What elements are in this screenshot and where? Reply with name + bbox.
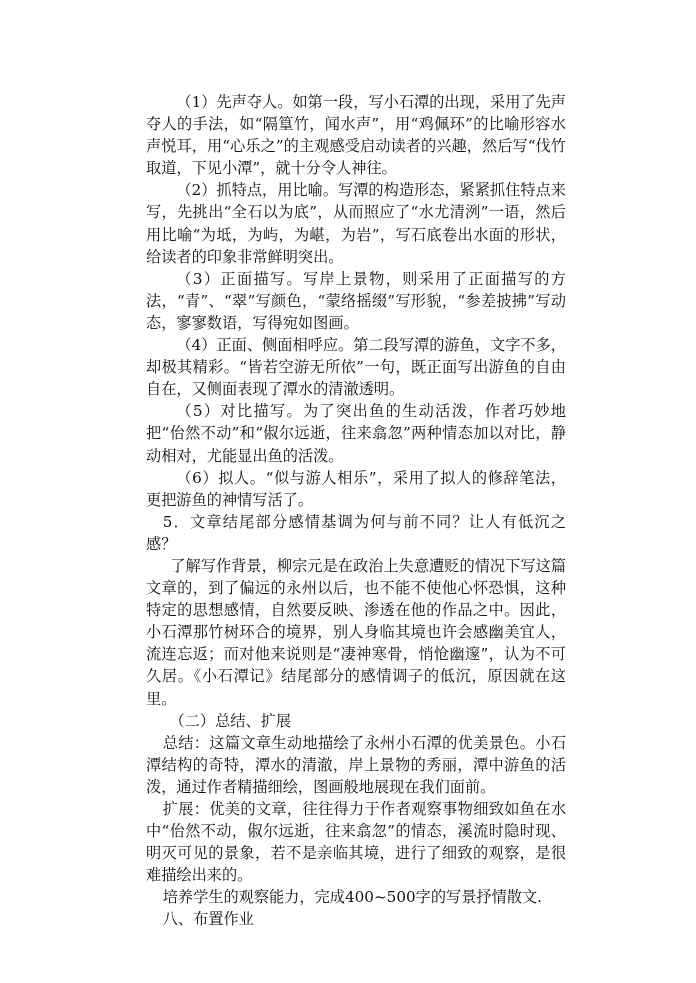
homework-heading: 八、布置作业 bbox=[162, 910, 254, 929]
technique-3-paragraph: （3）正面描写。写岸上景物，则采用了正面描写的方法，“青”、“翠”写颜色，“蒙络摇缀”写形貌，“参差披拂”写动态，寥寥数语，写得宛如图画。 bbox=[146, 269, 566, 332]
section-heading-summary: （二）总结、扩展 bbox=[169, 711, 292, 730]
background-paragraph: 了解写作背景，柳宗元是在政治上失意遭贬的情况下写这篇文章的，到了偏远的永州以后，也不能不使他心怀恐惧，这种特定的思想感情，自然要反映、渗透在他的作品之中。因此，小石潭那竹树环合的境界，别人身临其境也许会感幽美宜人，流连忘返；而对他来说则是“凄神寒骨，悄怆幽邃”，认为不可久居。《小石潭记》结尾部分的感情调子的低沉，原因就在这里。 bbox=[146, 556, 566, 708]
document-body bbox=[146, 91, 566, 931]
extension-paragraph: 扩展：优美的文章，往往得力于作者观察事物细致如鱼在水中“佁然不动，俶尔远逝，往来翕忽”的情态，溪流时隐时现、明灭可见的景象，若不是亲临其境，进行了细致的观察，是很难描绘出来的。 bbox=[146, 800, 566, 885]
summary-paragraph: 总结：这篇文章生动地描绘了永州小石潭的优美景色。小石潭结构的奇特，潭水的清澈，岸上景物的秀丽，潭中游鱼的活泼，通过作者精描细绘，图画般地展现在我们面前。 bbox=[146, 733, 566, 796]
question-5-paragraph: 5．文章结尾部分感情基调为何与前不同？让人有低沉之感？ bbox=[146, 512, 566, 553]
observation-task-paragraph: 培养学生的观察能力，完成400~500字的写景抒情散文. bbox=[162, 888, 542, 907]
technique-2-paragraph: （2）抓特点，用比喻。写潭的构造形态，紧紧抓住特点来写，先挑出“全石以为底”，从而照应了“水尤清洌”一语，然后用比喻“为坻，为屿，为嵁，为岩”，写石底卷出水面的形状，给读者的印象非常鲜明突出。 bbox=[146, 181, 566, 266]
technique-1-paragraph: （1）先声夺人。如第一段，写小石潭的出现，采用了先声夺人的手法，如“隔篁竹，闻水声”，用“鸡佩环”的比喻形容水声悦耳，用“心乐之”的主观感受启动读者的兴趣，然后写“伐竹取道，下见小潭”，就十分令人神往。 bbox=[146, 93, 566, 178]
technique-6-paragraph: （6）拟人。“似与游人相乐”，采用了拟人的修辞笔法，更把游鱼的神情写活了。 bbox=[146, 468, 566, 509]
technique-5-paragraph: （5）对比描写。为了突出鱼的生动活泼，作者巧妙地把“佁然不动”和“俶尔远逝，往来翕忽”两种情态加以对比，静动相对，尤能显出鱼的活泼。 bbox=[146, 402, 566, 465]
technique-4-paragraph: （4）正面、侧面相呼应。第二段写潭的游鱼，文字不多，却极其精彩。“皆若空游无所依”一句，既正面写出游鱼的自由自在，又侧面表现了潭水的清澈透明。 bbox=[146, 336, 566, 399]
